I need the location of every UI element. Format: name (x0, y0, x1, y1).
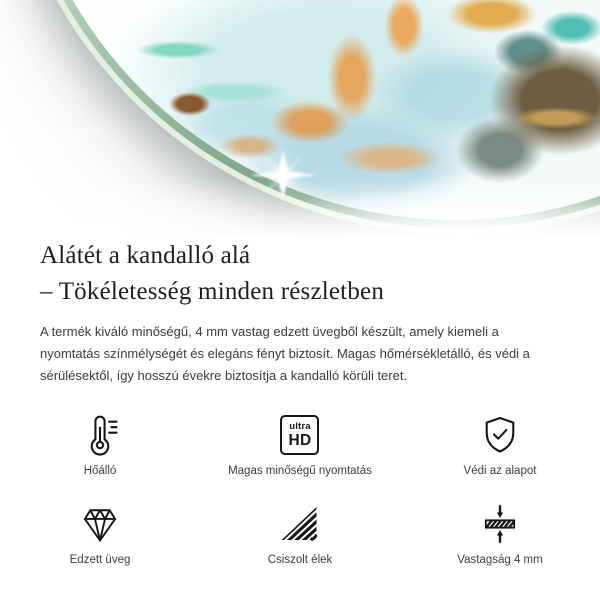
feature-label: Vastagság 4 mm (457, 554, 543, 566)
sparkle-icon (248, 140, 318, 210)
shield-check-icon (478, 413, 522, 457)
product-text-block (0, 238, 600, 567)
feature-heat-resistant (78, 413, 122, 478)
feature-protects-base (464, 413, 537, 478)
feature-label: Magas minőségű nyomtatás (228, 465, 372, 477)
product-description: A termék kiváló minőségű, 4 mm vastag edzett üvegből készült, amely kiemeli a nyomtatás színmélységét és elegáns fényt biztosít. Magas hőmérsékletálló, és védi a sérülésektől, így hosszú évekre biztosítja a kandalló körüli teret. (40, 324, 530, 383)
diamond-icon (78, 502, 122, 546)
product-photo (0, 0, 600, 236)
thermometer-icon (78, 413, 122, 457)
feature-label: Védi az alapot (463, 465, 537, 477)
ultra-hd-icon-text-top: ultra (289, 421, 311, 432)
page-title (40, 238, 560, 310)
title-line-2: – Tökéletesség minden részletben (40, 278, 385, 305)
feature-tempered-glass (70, 502, 131, 567)
feature-label: Csiszolt élek (267, 554, 333, 566)
feature-high-quality-print (228, 413, 372, 478)
polished-edges-icon (278, 502, 322, 546)
feature-thickness (457, 502, 542, 567)
title-line-1: Alátét a kandalló alá (40, 242, 251, 269)
thickness-icon (478, 502, 522, 546)
ultra-hd-icon (280, 415, 319, 455)
ultra-hd-icon-text-bottom: HD (288, 431, 312, 449)
feature-label: Hőálló (83, 465, 117, 477)
feature-polished-edges (268, 502, 333, 567)
features-grid (0, 413, 600, 567)
feature-label: Edzett üveg (69, 554, 131, 566)
